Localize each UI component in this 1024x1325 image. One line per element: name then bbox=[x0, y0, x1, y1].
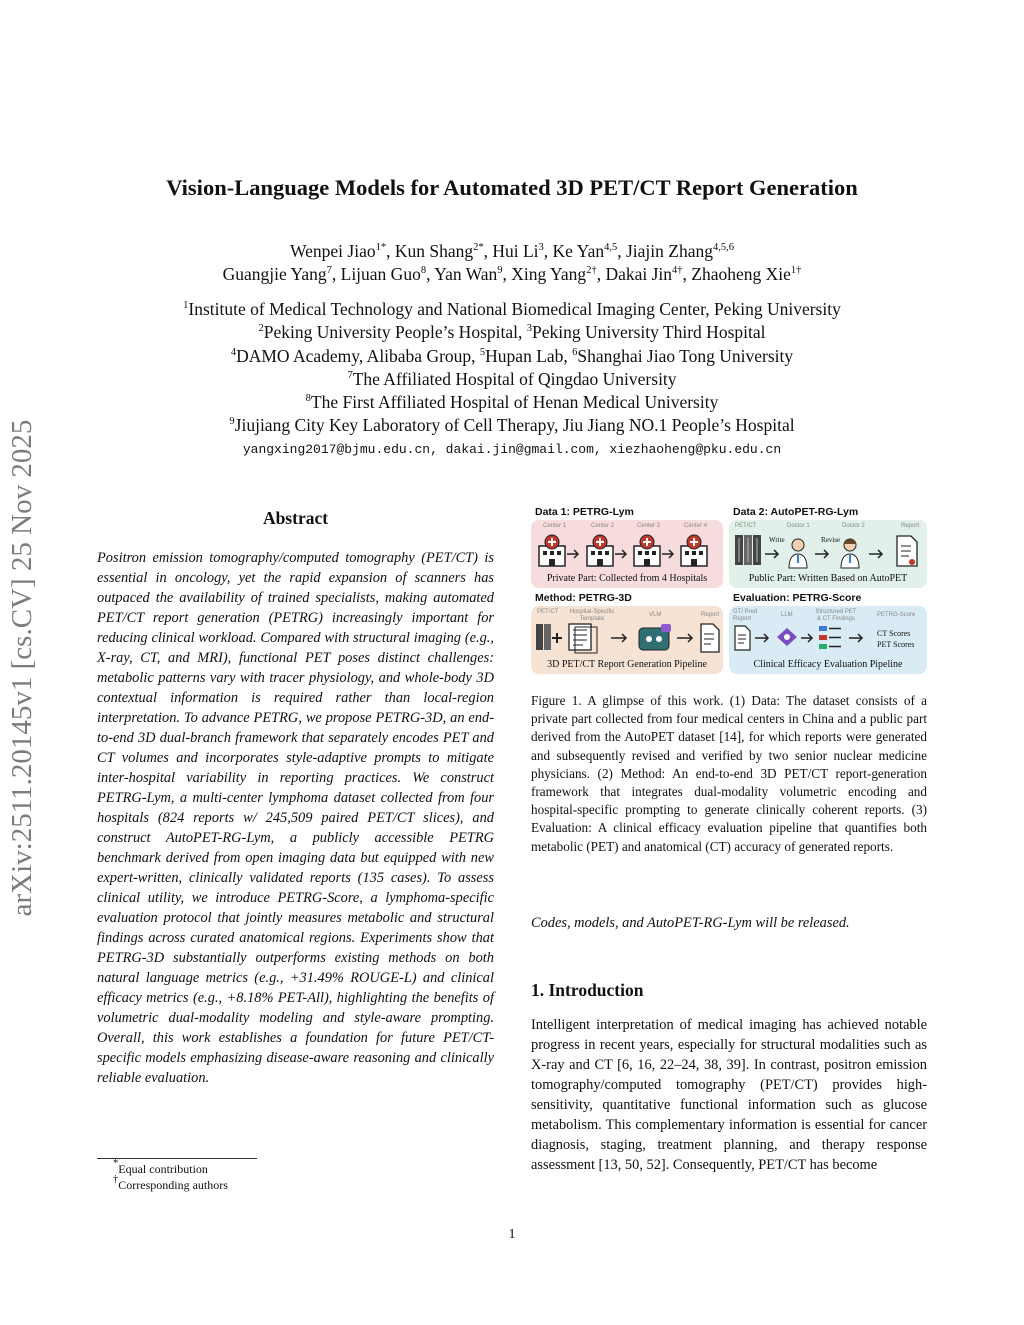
affiliation: $^2$Peking University People’s Hospital, $^3$Peking University Third Hospital bbox=[258, 322, 766, 343]
author: Kun Shang bbox=[394, 241, 474, 261]
author: Yan Wan bbox=[434, 264, 498, 284]
report-icon bbox=[897, 536, 917, 566]
abstract-heading: Abstract bbox=[262, 508, 329, 528]
method-caption: 3D PET/CT Report Generation Pipeline bbox=[547, 659, 707, 670]
author: Wenpei Jiao bbox=[290, 241, 376, 261]
revise-label: Revise bbox=[821, 536, 841, 544]
plus-icon bbox=[552, 633, 562, 643]
author-emails[interactable]: yangxing2017@bjmu.edu.cn, dakai.jin@gmail.com, xiezhaoheng@pku.edu.cn bbox=[242, 442, 782, 457]
hospital-icons bbox=[531, 530, 723, 570]
author: Xing Yang bbox=[511, 264, 587, 284]
hospital-icon bbox=[634, 535, 660, 566]
arxiv-side-stamp: arXiv:2511.20145v1 [cs.CV] 25 Nov 2025 bbox=[6, 419, 38, 917]
paper-title: Vision-Language Models for Automated 3D PET/CT Report Generation bbox=[166, 175, 858, 200]
footnote-rule bbox=[97, 1158, 257, 1159]
petct-scan-icon bbox=[735, 535, 761, 565]
data1-label: Data 1: PETRG-Lym bbox=[535, 506, 634, 518]
template-icon bbox=[569, 624, 597, 653]
method-report-label: Report bbox=[701, 612, 720, 618]
affiliation: $^7$The Affiliated Hospital of Qingdao University bbox=[347, 368, 677, 389]
affiliation-list bbox=[80, 298, 944, 438]
gt-pred-label: GT/ Pred Report bbox=[733, 609, 758, 622]
figure-caption: Figure 1. A glimpse of this work. (1) Data: The dataset consists of a private part collected from four medical centers in China and a public part derived from the AutoPET dataset [14], for which reports were generated and subsequently revised and verified by two senior nuclear medicine physicians. (2) Method: An end-to-end 3D PET/CT report-generation framework that integrates dual-modality volumetric encoding and hospital-specific prompting to generate clinically coherent reports. (3) Evaluation: A clinical efficacy evaluation pipeline that quantifies both metabolic (PET) and anatomical (CT) accuracy of generated reports. bbox=[531, 693, 927, 854]
center-4-label: Center 4 bbox=[684, 523, 708, 529]
hospital-icon bbox=[539, 535, 565, 566]
doctor-1-label: Doctor 1 bbox=[787, 523, 810, 529]
author: Jiajin Zhang bbox=[625, 241, 713, 261]
affiliation: $^8$The First Affiliated Hospital of Henan Medical University bbox=[305, 392, 719, 413]
data2-caption: Public Part: Written Based on AutoPET bbox=[748, 573, 908, 584]
center-2-label: Center 2 bbox=[591, 523, 615, 529]
report-icon bbox=[735, 626, 750, 650]
author: Zhaoheng Xie bbox=[691, 264, 791, 284]
structured-findings-label: Structured PET & CT Findings bbox=[815, 609, 857, 622]
footnote-corresponding: †Corresponding authors bbox=[113, 1174, 228, 1192]
author: Dakai Jin bbox=[605, 264, 673, 284]
author: Hui Li bbox=[492, 241, 539, 261]
method-icons bbox=[531, 620, 723, 660]
eval-label: Evaluation: PETRG-Score bbox=[733, 592, 862, 604]
report-icon bbox=[701, 624, 719, 652]
vlm-icon bbox=[639, 624, 671, 650]
footnote-equal-contribution: *Equal contribution bbox=[113, 1158, 208, 1176]
center-1-label: Center 1 bbox=[543, 523, 567, 529]
author-line-1: Wenpei Jiao$^{1*}$, Kun Shang$^{2*}$, Hui Li$^3$, Ke Yan$^{4,5}$, Jiajin Zhang$^{4,5,6}$ bbox=[290, 241, 734, 261]
eval-caption: Clinical Efficacy Evaluation Pipeline bbox=[753, 659, 903, 670]
author-line-2: Guangjie Yang$^7$, Lijuan Guo$^8$, Yan Wan$^9$, Xing Yang$^{2\dagger}$, Dakai Jin$^{4\dagger}$, Zhaoheng Xie$^{1\dagger}$ bbox=[222, 264, 802, 284]
section-heading-introduction: 1. Introduction bbox=[531, 980, 644, 1000]
llm-icon bbox=[777, 628, 797, 646]
eval-scores bbox=[877, 628, 914, 650]
hospital-template-label: Hospital-Specific Template bbox=[569, 609, 615, 622]
affiliation: $^4$DAMO Academy, Alibaba Group, $^5$Hupan Lab, $^6$Shanghai Jiao Tong University bbox=[230, 345, 794, 366]
eval-icons bbox=[729, 620, 879, 660]
affiliation: $^9$Jiujiang City Key Laboratory of Cell Therapy, Jiu Jiang NO.1 People’s Hospital bbox=[229, 415, 795, 436]
figure-1 bbox=[531, 506, 927, 678]
method-panel bbox=[531, 606, 723, 674]
center-3-label: Center 3 bbox=[637, 523, 661, 529]
page-number: 1 bbox=[508, 1227, 516, 1242]
release-note: Codes, models, and AutoPET-RG-Lym will be released. bbox=[531, 915, 850, 931]
doctor-2-label: Doctor 2 bbox=[842, 523, 865, 529]
ct-scores-label: CT Scores bbox=[877, 629, 911, 638]
author: Lijuan Guo bbox=[340, 264, 421, 284]
abstract-text: Positron emission tomography/computed tomography (PET/CT) is essential in oncology, yet the rapid expansion of scanners has outpaced the availability of trained specialists, making automated PET/CT report generation (PETRG) increasingly important for reducing clinical workload. Compared with structural imaging (e.g., X-ray, CT, and MRI), functional PET poses distinct challenges: metabolic patterns vary with tracer physiology, and whole-body 3D contextual information is required rather than local-region interpretation. To advance PETRG, we propose PETRG-3D, an end-to-end 3D dual-branch framework that separately encodes PET and CT volumes and incorporates style-adaptive prompts to mitigate inter-hospital variability in reporting practices. We construct PETRG-Lym, a multi-center lymphoma dataset collected from four hospitals (824 reports w/ 245,509 paired PET/CT slices), and construct AutoPET-RG-Lym, a publicly accessible PETRG benchmark derived from open imaging data but equipped with new expert-written, clinically validated reports (135 cases). To assess clinical utility, we introduce PETRG-Score, a lymphoma-specific evaluation protocol that jointly measures metabolic and structural findings across curated anatomical regions. Experiments show that PETRG-3D substantially outperforms existing methods on both natural language metrics (e.g., +31.49% ROUGE-L) and clinical efficacy metrics (e.g., +8.18% PET-All), highlighting the benefits of volumetric dual-modality modeling and style-aware prompting. Overall, this work establishes a foundation for future PET/CT-specific models emphasizing disease-aware reasoning and clinically reliable evaluation. bbox=[97, 550, 494, 1086]
method-label: Method: PETRG-3D bbox=[535, 592, 632, 604]
data2-icons bbox=[729, 530, 927, 570]
llm-label: LLM bbox=[781, 612, 793, 618]
doctor-icon bbox=[841, 539, 859, 568]
author: Ke Yan bbox=[552, 241, 605, 261]
author: Guangjie Yang bbox=[222, 264, 327, 284]
hospital-icon bbox=[681, 535, 707, 566]
petrg-score-label: PETRG-Score bbox=[877, 612, 916, 618]
data2-panel bbox=[729, 520, 927, 588]
petct-scan-icon bbox=[536, 624, 551, 650]
introduction-text: Intelligent interpretation of medical imaging has achieved notable progress in recent years, especially for structural modalities such as X-ray and CT [6, 16, 22–24, 38, 39]. In contrast, positron emission tomography/computed tomography (PET/CT) provides high-sensitivity, quantitative functional information such as glucose metabolism. This complementary information is essential for cancer diagnosis, staging, treatment planning, and therapy response assessment [13, 50, 52]. Consequently, PET/CT has become bbox=[531, 1017, 927, 1173]
data1-caption: Private Part: Collected from 4 Hospitals bbox=[546, 573, 708, 584]
pet-scores-label: PET Scores bbox=[877, 640, 915, 649]
method-petct-label: PET/CT bbox=[537, 609, 559, 615]
affiliation: $^1$Institute of Medical Technology and National Biomedical Imaging Center, Peking University bbox=[183, 299, 841, 319]
findings-icon bbox=[819, 626, 841, 649]
report-label: Report bbox=[901, 523, 920, 529]
eval-panel bbox=[729, 606, 927, 674]
data1-panel bbox=[531, 520, 723, 588]
hospital-icon bbox=[587, 535, 613, 566]
author-list bbox=[80, 240, 944, 286]
data2-label: Data 2: AutoPET-RG-Lym bbox=[733, 506, 859, 518]
doctor-icon bbox=[789, 539, 807, 568]
vlm-label: VLM bbox=[649, 612, 662, 618]
petct-label: PET/CT bbox=[735, 523, 757, 529]
write-label: Write bbox=[769, 536, 785, 544]
